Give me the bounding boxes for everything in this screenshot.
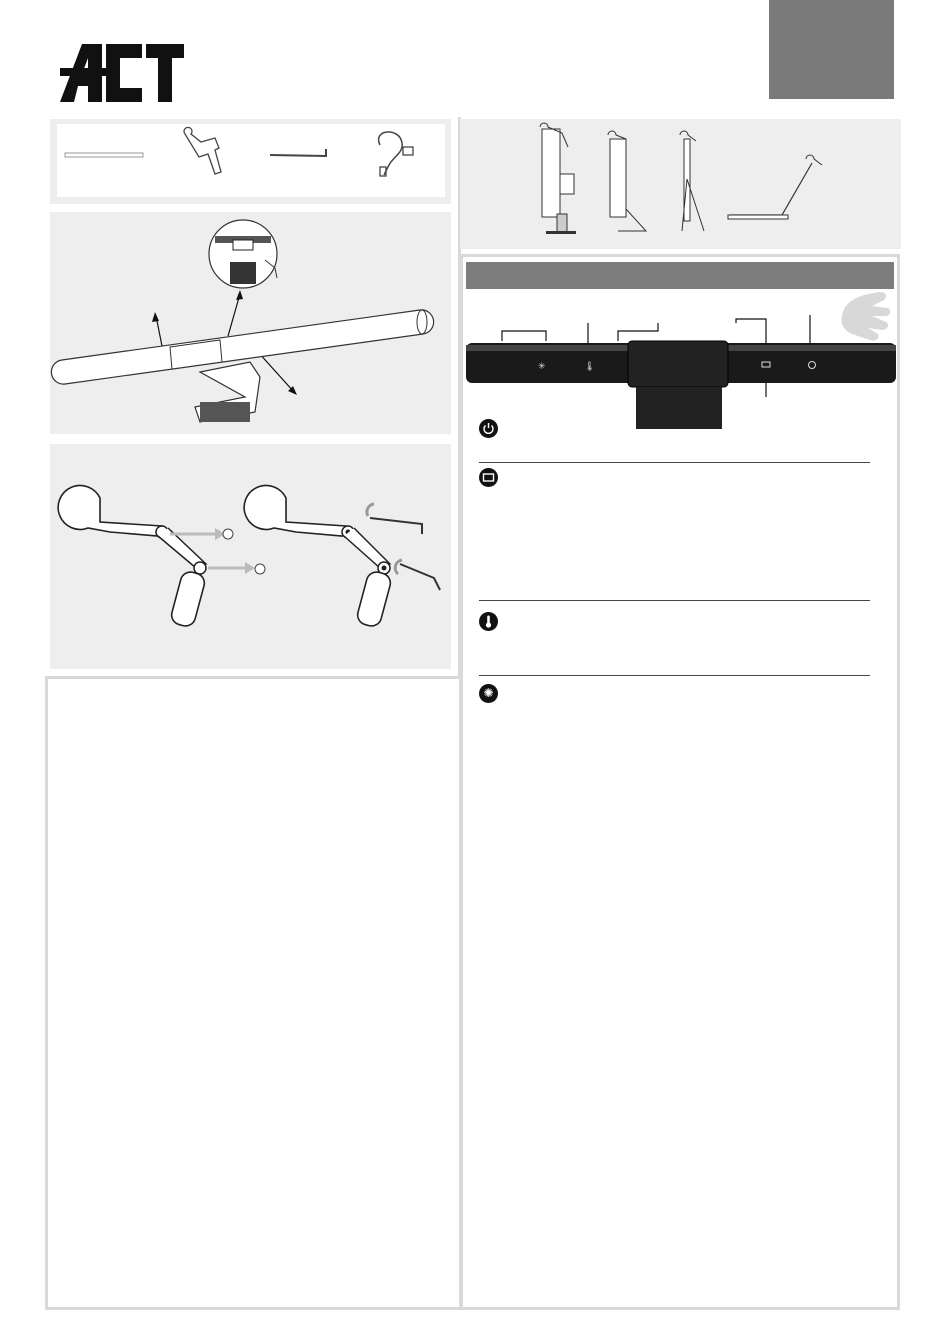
grey-corner-tab xyxy=(769,0,894,99)
left-text-frame xyxy=(45,676,462,1310)
power-icon xyxy=(479,419,498,438)
divider-2 xyxy=(479,600,870,601)
svg-text:✳: ✳ xyxy=(538,362,546,372)
screen-icon xyxy=(479,468,498,487)
divider-1 xyxy=(479,462,870,463)
brightness-icon: ✺ xyxy=(479,684,498,703)
assembly-illustration xyxy=(50,212,451,434)
act-logo xyxy=(60,44,184,102)
mount-types-illustration xyxy=(460,119,901,249)
svg-text:🌡: 🌡 xyxy=(584,362,596,372)
clamp-adjustment-illustration xyxy=(50,444,451,669)
thermometer-icon xyxy=(479,612,498,631)
divider-3 xyxy=(479,675,870,676)
controls-section-header xyxy=(466,262,894,289)
package-contents-illustration xyxy=(50,119,450,204)
control-bar-illustration xyxy=(466,305,896,425)
